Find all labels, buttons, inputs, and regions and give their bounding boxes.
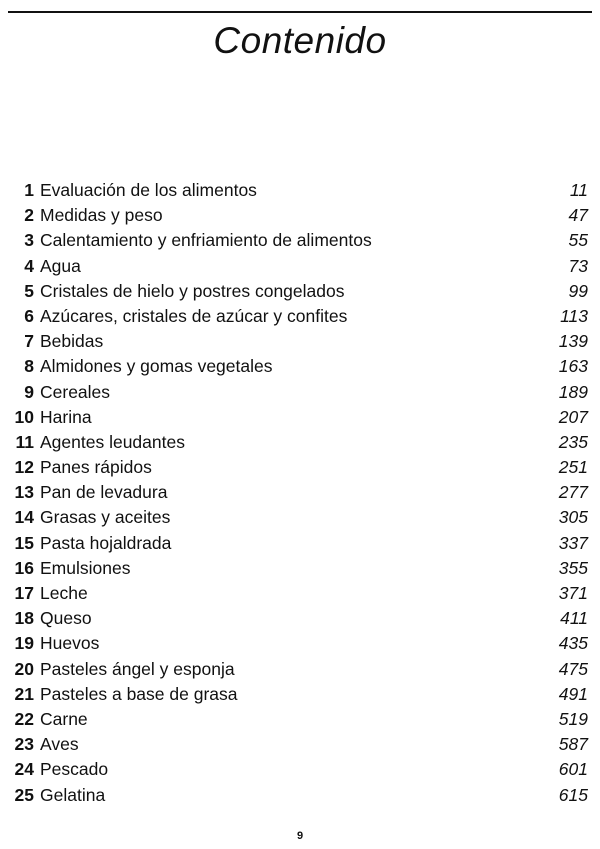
chapter-title: Pasteles a base de grasa <box>40 683 238 704</box>
chapter-page: 277 <box>558 482 588 503</box>
chapter-number: 8 <box>24 356 34 377</box>
chapter-title: Emulsiones <box>40 557 131 578</box>
chapter-page: 411 <box>560 608 588 629</box>
chapter-number: 5 <box>24 280 34 301</box>
chapter-page: 371 <box>558 583 588 603</box>
toc-row <box>10 279 588 304</box>
chapter-number: 15 <box>14 532 34 553</box>
toc-row <box>10 455 588 480</box>
chapter-page: 305 <box>558 507 588 528</box>
chapter-page: 55 <box>568 230 588 251</box>
page-title: Contenido <box>213 20 387 61</box>
chapter-number: 7 <box>24 331 34 352</box>
chapter-number: 3 <box>24 230 34 251</box>
chapter-title: Pasta hojaldrada <box>40 532 172 553</box>
chapter-title: Agua <box>40 255 81 276</box>
chapter-page: 73 <box>568 255 588 276</box>
chapter-page: 113 <box>560 305 588 326</box>
chapter-title: Cristales de hielo y postres congelados <box>40 280 345 301</box>
chapter-page: 163 <box>558 356 588 377</box>
chapter-page: 355 <box>558 557 588 578</box>
chapter-number: 9 <box>24 381 34 402</box>
chapter-title: Azúcares, cristales de azúcar y confites <box>40 305 348 326</box>
chapter-title: Carne <box>40 708 88 729</box>
chapter-number: 18 <box>14 608 34 629</box>
toc-row <box>10 581 588 606</box>
chapter-number: 6 <box>24 305 34 326</box>
toc-row <box>10 354 588 379</box>
chapter-number: 16 <box>14 557 34 578</box>
chapter-number: 20 <box>14 658 34 679</box>
chapter-page: 99 <box>568 280 588 301</box>
chapter-number: 1 <box>24 180 34 200</box>
table-of-contents <box>10 178 588 808</box>
toc-row <box>10 531 588 556</box>
chapter-title: Calentamiento y enfriamiento de alimentos <box>40 230 372 251</box>
toc-row <box>10 732 588 757</box>
chapter-title: Almidones y gomas vegetales <box>40 356 273 377</box>
chapter-page: 139 <box>558 331 588 352</box>
chapter-number: 25 <box>14 784 34 805</box>
chapter-number: 17 <box>14 583 34 603</box>
chapter-title: Pasteles ángel y esponja <box>40 658 235 679</box>
chapter-number: 2 <box>24 205 34 226</box>
chapter-page: 615 <box>558 784 588 805</box>
chapter-title: Aves <box>40 734 79 755</box>
toc-row <box>10 430 588 455</box>
chapter-title: Huevos <box>40 633 100 654</box>
toc-row <box>10 783 588 808</box>
chapter-page: 435 <box>558 633 588 654</box>
chapter-number: 10 <box>14 406 34 427</box>
chapter-number: 22 <box>14 708 34 729</box>
chapter-number: 23 <box>14 734 34 755</box>
chapter-number: 21 <box>14 683 34 704</box>
chapter-page: 601 <box>558 759 588 780</box>
chapter-page: 251 <box>558 457 588 478</box>
chapter-page: 189 <box>558 381 588 402</box>
toc-row <box>10 329 588 354</box>
chapter-page: 337 <box>558 532 588 553</box>
chapter-title: Bebidas <box>40 331 104 352</box>
chapter-number: 11 <box>15 431 34 452</box>
toc-row <box>10 682 588 707</box>
chapter-title: Cereales <box>40 381 111 402</box>
toc-row <box>10 707 588 732</box>
chapter-number: 14 <box>14 507 34 528</box>
toc-row <box>10 254 588 279</box>
chapter-number: 19 <box>14 633 34 654</box>
toc-row <box>10 505 588 530</box>
toc-row <box>10 757 588 782</box>
toc-row <box>10 606 588 631</box>
chapter-title: Evaluación de los alimentos <box>40 180 257 200</box>
chapter-title: Harina <box>40 406 92 427</box>
chapter-page: 587 <box>558 734 588 755</box>
chapter-title: Gelatina <box>40 784 106 805</box>
page-number: 9 <box>296 830 304 842</box>
top-rule <box>8 11 592 13</box>
chapter-title: Agentes leudantes <box>40 431 185 452</box>
toc-row <box>10 480 588 505</box>
toc-row <box>10 631 588 656</box>
chapter-title: Pescado <box>40 759 109 780</box>
chapter-title: Grasas y aceites <box>40 507 171 528</box>
chapter-number: 13 <box>14 482 34 503</box>
toc-row <box>10 304 588 329</box>
chapter-title: Panes rápidos <box>40 457 152 478</box>
chapter-number: 4 <box>24 255 34 276</box>
toc-row <box>10 556 588 581</box>
toc-row <box>10 178 588 203</box>
chapter-page: 235 <box>558 431 588 452</box>
chapter-title: Queso <box>40 608 92 629</box>
toc-row <box>10 203 588 228</box>
chapter-title: Pan de levadura <box>40 482 168 503</box>
toc-row <box>10 405 588 430</box>
chapter-page: 11 <box>569 180 588 200</box>
chapter-number: 24 <box>14 759 34 780</box>
chapter-title: Medidas y peso <box>40 205 163 226</box>
toc-row <box>10 657 588 682</box>
chapter-number: 12 <box>14 457 34 478</box>
chapter-page: 491 <box>558 683 588 704</box>
toc-row <box>10 228 588 253</box>
chapter-page: 207 <box>558 406 588 427</box>
chapter-page: 519 <box>558 708 588 729</box>
chapter-page: 475 <box>558 658 588 679</box>
toc-row <box>10 380 588 405</box>
chapter-page: 47 <box>568 205 588 226</box>
chapter-title: Leche <box>40 583 88 603</box>
